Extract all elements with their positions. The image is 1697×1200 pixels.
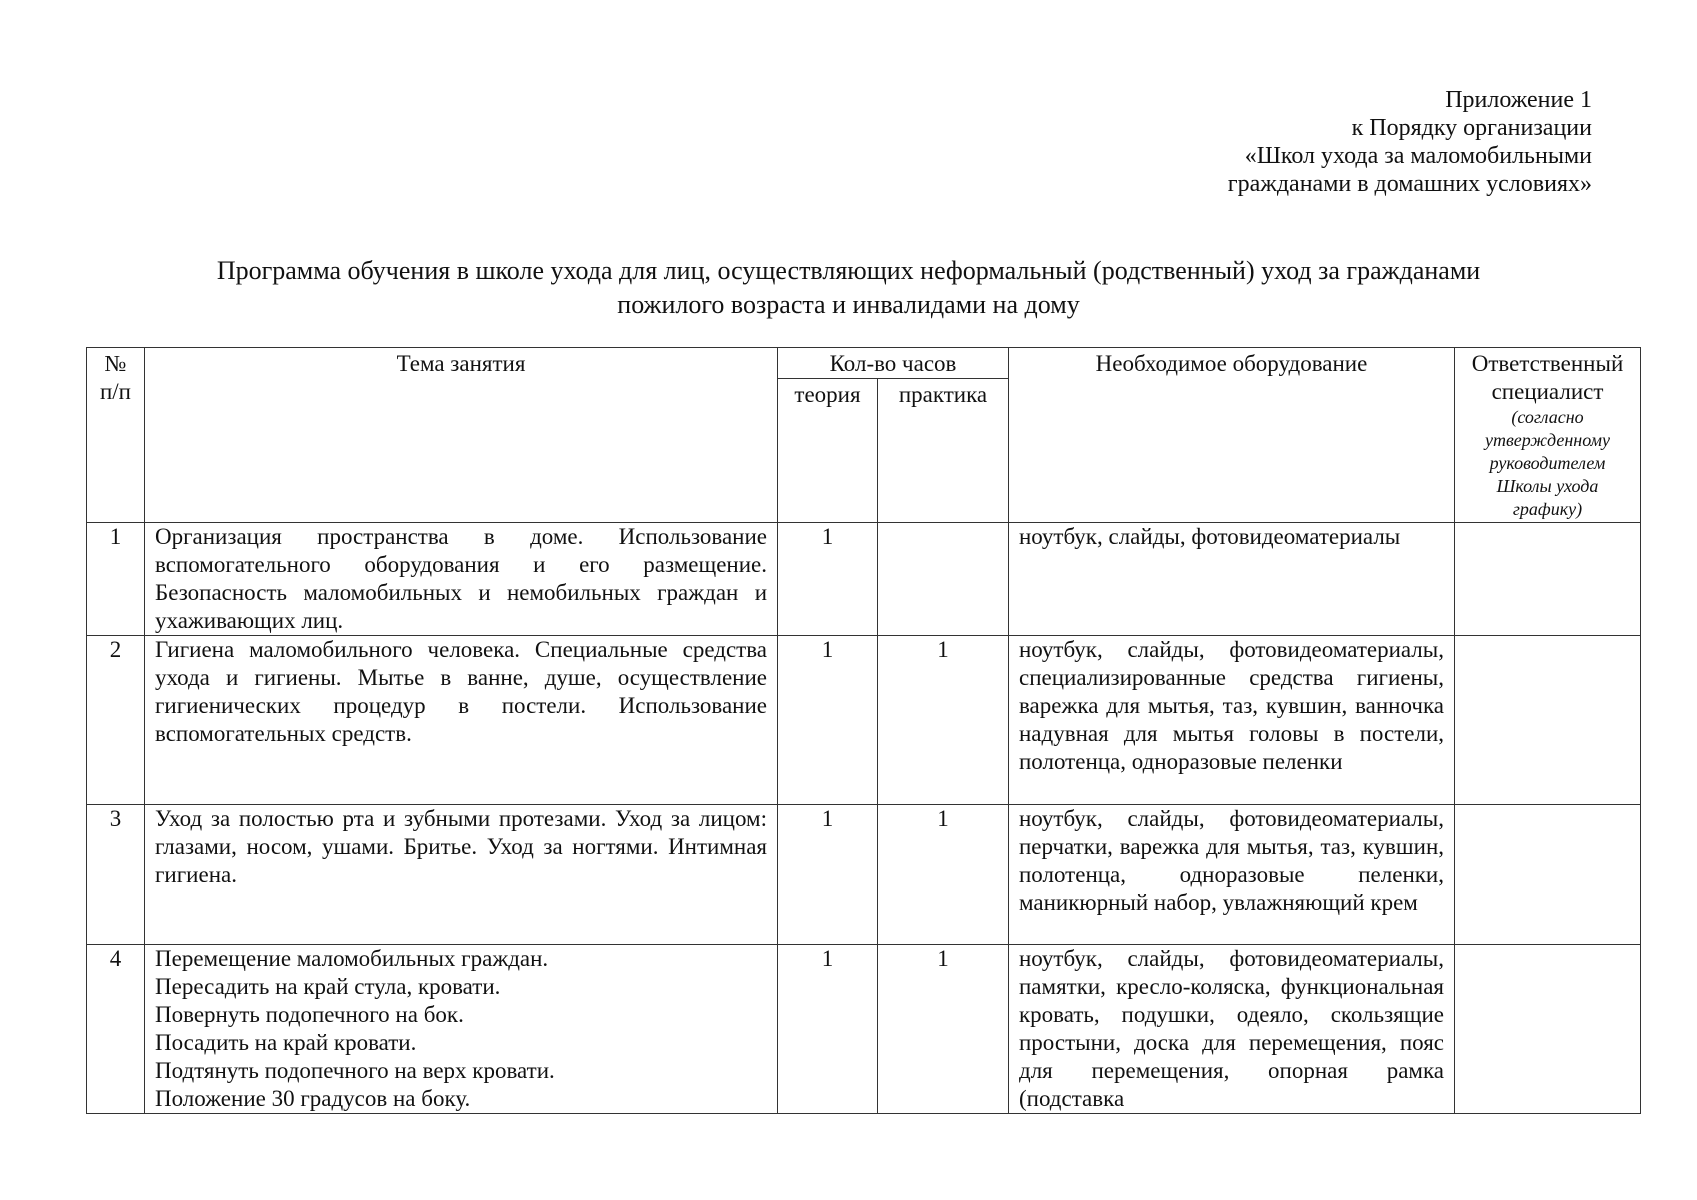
program-table bbox=[86, 347, 1641, 1114]
appendix-line: гражданами в домашних условиях» bbox=[1227, 171, 1592, 197]
row-topic bbox=[145, 636, 778, 805]
row-theory: 1 bbox=[778, 805, 878, 945]
table-row bbox=[87, 523, 1641, 636]
row-equipment bbox=[1009, 636, 1455, 805]
header-responsible-label: Ответственный специалист bbox=[1471, 351, 1624, 404]
page-title bbox=[0, 254, 1697, 322]
row-topic-line: Перемещение маломобильных граждан. bbox=[155, 946, 549, 971]
row-num: 4 bbox=[87, 945, 145, 1114]
row-practice bbox=[878, 523, 1009, 636]
row-equipment-text: ноутбук, слайды, фотовидеоматериалы, перчатки, варежка для мытья, таз, кувшин, полотенца, одноразовые пеленки, маникюрный набор, увлажняющий крем bbox=[1019, 806, 1444, 915]
table-row bbox=[87, 805, 1641, 945]
row-equipment bbox=[1009, 805, 1455, 945]
title-line-2: пожилого возраста и инвалидами на дому bbox=[617, 290, 1080, 319]
header-hours: Кол-во часов bbox=[778, 348, 1009, 379]
row-responsible bbox=[1455, 523, 1641, 636]
appendix-line: Приложение 1 bbox=[1445, 87, 1592, 113]
row-theory: 1 bbox=[778, 523, 878, 636]
row-topic-line: Повернуть подопечного на бок. bbox=[155, 1002, 464, 1027]
row-topic-text: Организация пространства в доме. Использование вспомогательного оборудования и его размещение. Безопасность маломобильных и немобильных граждан и ухаживающих лиц. bbox=[155, 524, 767, 633]
title-line-1: Программа обучения в школе ухода для лиц, осуществляющих неформальный (родственный) уход за гражданами bbox=[216, 256, 1481, 285]
row-equipment bbox=[1009, 945, 1455, 1114]
row-theory: 1 bbox=[778, 636, 878, 805]
row-responsible bbox=[1455, 945, 1641, 1114]
header-topic: Тема занятия bbox=[145, 348, 778, 523]
row-practice: 1 bbox=[878, 636, 1009, 805]
row-responsible bbox=[1455, 805, 1641, 945]
header-num: № п/п bbox=[87, 348, 145, 523]
header-responsible bbox=[1455, 348, 1641, 523]
row-topic-line: Посадить на край кровати. bbox=[155, 1030, 417, 1055]
appendix-line: к Порядку организации bbox=[1351, 115, 1592, 141]
row-topic bbox=[145, 523, 778, 636]
row-theory: 1 bbox=[778, 945, 878, 1114]
row-num: 1 bbox=[87, 523, 145, 636]
row-equipment-text: ноутбук, слайды, фотовидеоматериалы bbox=[1019, 524, 1401, 549]
row-responsible bbox=[1455, 636, 1641, 805]
row-equipment-text: ноутбук, слайды, фотовидеоматериалы, памятки, кресло-коляска, функциональная кровать, подушки, одеяло, скользящие простыни, доска для перемещения, пояс для перемещения, опорная рамка (подставка bbox=[1019, 946, 1444, 1111]
row-topic-line: Положение 30 градусов на боку. bbox=[155, 1086, 471, 1111]
table-header-row bbox=[87, 348, 1641, 379]
row-practice: 1 bbox=[878, 805, 1009, 945]
row-topic-text: Уход за полостью рта и зубными протезами. Уход за лицом: глазами, носом, ушами. Бритье. Уход за ногтями. Интимная гигиена. bbox=[155, 806, 767, 887]
header-equipment: Необходимое оборудование bbox=[1009, 348, 1455, 523]
row-practice: 1 bbox=[878, 945, 1009, 1114]
row-equipment bbox=[1009, 523, 1455, 636]
row-topic-line: Пересадить на край стула, кровати. bbox=[155, 974, 501, 999]
table-row bbox=[87, 945, 1641, 1114]
row-topic-line: Подтянуть подопечного на верх кровати. bbox=[155, 1058, 555, 1083]
row-num: 2 bbox=[87, 636, 145, 805]
appendix-line: «Школ ухода за маломобильными bbox=[1244, 143, 1592, 169]
row-num: 3 bbox=[87, 805, 145, 945]
row-topic bbox=[145, 805, 778, 945]
header-theory: теория bbox=[778, 379, 878, 523]
table-row bbox=[87, 636, 1641, 805]
row-topic bbox=[145, 945, 778, 1114]
header-responsible-note: (согласно утвержденному руководителем Школы ухода графику) bbox=[1484, 407, 1611, 519]
row-equipment-text: ноутбук, слайды, фотовидеоматериалы, специализированные средства гигиены, варежка для мытья, таз, кувшин, ванночка надувная для мытья головы в постели, полотенца, одноразовые пеленки bbox=[1019, 637, 1444, 774]
row-topic-text: Гигиена маломобильного человека. Специальные средства ухода и гигиены. Мытье в ванне, душе, осуществление гигиенических процедур в постели. Использование вспомогательных средств. bbox=[155, 637, 767, 746]
appendix-reference bbox=[1228, 86, 1592, 198]
header-practice: практика bbox=[878, 379, 1009, 523]
